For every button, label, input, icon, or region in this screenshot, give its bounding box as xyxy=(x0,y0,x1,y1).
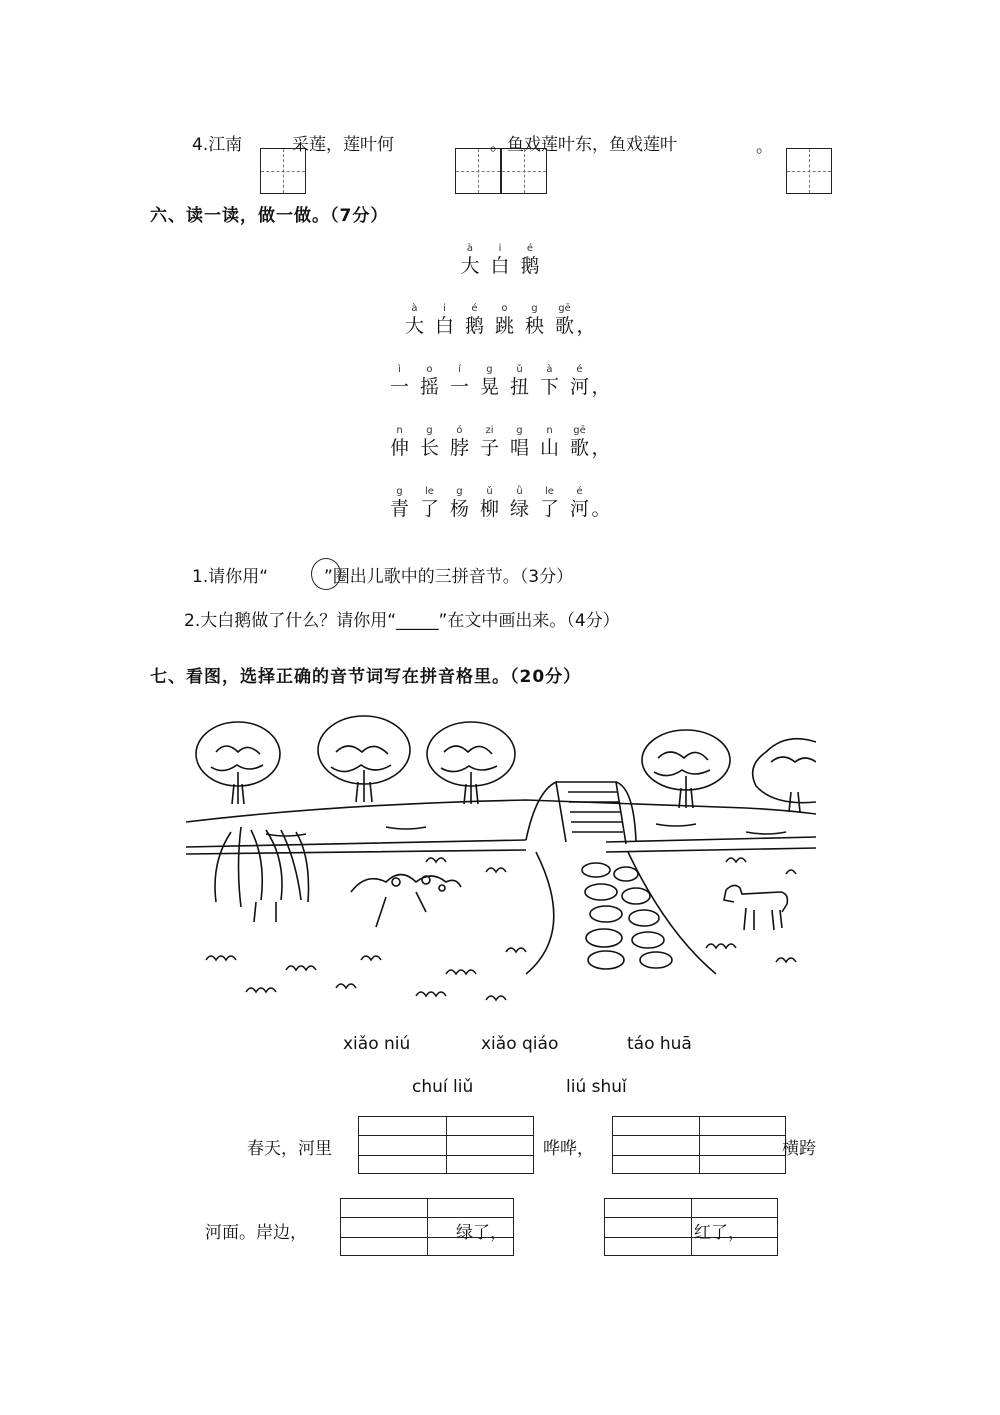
pinyin-mark: à xyxy=(546,364,553,375)
poem-line xyxy=(0,302,1000,337)
hanzi: 晃 xyxy=(479,376,499,398)
pinyin-mark: ǔ xyxy=(486,486,493,497)
poem-char xyxy=(389,424,409,459)
word-tao-hua: táo huā xyxy=(627,1034,692,1054)
pinyin-grid[interactable] xyxy=(612,1116,786,1174)
peach-tree-icon xyxy=(351,875,461,928)
poem-char xyxy=(419,363,439,398)
sentence-hemian: 河面。岸边， xyxy=(205,1223,307,1243)
pinyin-mark: à xyxy=(411,303,418,314)
poem-char xyxy=(479,485,499,520)
poem-char xyxy=(404,302,424,337)
tianzi-box[interactable] xyxy=(786,148,832,194)
poem-char xyxy=(569,424,589,459)
hanzi: 一 xyxy=(389,376,409,398)
poem-char xyxy=(554,302,574,337)
q4-part3: 。鱼戏莲叶东，鱼戏莲叶 xyxy=(490,135,677,155)
pinyin-mark: ǔ xyxy=(516,364,523,375)
pinyin-mark: le xyxy=(425,486,434,497)
poem-char xyxy=(460,242,480,277)
poem-char xyxy=(490,242,510,277)
poem-char xyxy=(520,242,540,277)
pinyin-mark: é xyxy=(576,364,583,375)
word-liu-shui: liú shuǐ xyxy=(566,1077,627,1097)
poem-char xyxy=(389,485,409,520)
punctuation: ， xyxy=(591,437,611,459)
pinyin-mark: ǜ xyxy=(516,486,523,497)
poem-char xyxy=(494,302,514,337)
poem-char xyxy=(479,363,499,398)
tree-icon xyxy=(196,722,280,804)
poem-line xyxy=(0,424,1000,459)
poem-char xyxy=(509,363,529,398)
hanzi: 河 xyxy=(569,376,589,398)
punctuation: ， xyxy=(591,376,611,398)
hanzi: 柳 xyxy=(479,498,499,520)
hanzi: 秧 xyxy=(524,315,544,337)
hanzi: 鹅 xyxy=(520,255,540,277)
poem-char xyxy=(449,485,469,520)
pinyin-mark: g xyxy=(396,486,403,497)
poem-line xyxy=(0,363,1000,398)
section7-title: 七、看图，选择正确的音节词写在拼音格里。（20分） xyxy=(150,667,582,687)
pinyin-mark: g xyxy=(426,425,433,436)
pinyin-mark: n xyxy=(396,425,403,436)
poem-char xyxy=(509,424,529,459)
hanzi: 脖 xyxy=(449,437,469,459)
hanzi: 杨 xyxy=(449,498,469,520)
pinyin-mark: é xyxy=(576,486,583,497)
hanzi: 绿 xyxy=(509,498,529,520)
pinyin-mark: í xyxy=(458,364,461,375)
poem-line xyxy=(0,485,1000,520)
word-xiao-niu: xiǎo niú xyxy=(343,1034,411,1054)
hanzi: 跳 xyxy=(494,315,514,337)
poem-char xyxy=(524,302,544,337)
poem-char xyxy=(449,424,469,459)
pinyin-mark: i xyxy=(443,303,446,314)
tree-icon xyxy=(642,730,730,808)
word-xiao-qiao: xiǎo qiáo xyxy=(481,1034,559,1054)
pinyin-mark: i xyxy=(498,243,502,254)
calf-icon xyxy=(724,885,787,930)
q1-text-right: ”圈出儿歌中的三拼音节。（3分） xyxy=(324,567,574,587)
hanzi: 鹅 xyxy=(464,315,484,337)
q4-part4: 。 xyxy=(756,137,773,157)
q4-part1: 4.江南 xyxy=(192,135,243,155)
q1-text-left: 1.请你用“ xyxy=(192,567,269,587)
hanzi: 大 xyxy=(404,315,424,337)
pinyin-mark: é xyxy=(471,303,478,314)
q4-part2: 采莲，莲叶何 xyxy=(292,135,394,155)
poem-char xyxy=(419,485,439,520)
punctuation: 。 xyxy=(591,498,611,520)
pinyin-mark: zi xyxy=(485,425,494,436)
pinyin-mark: ó xyxy=(456,425,463,436)
hanzi: 白 xyxy=(434,315,454,337)
hanzi: 扭 xyxy=(509,376,529,398)
tree-icon xyxy=(318,716,410,802)
tree-icon xyxy=(427,722,515,804)
hanzi: 一 xyxy=(449,376,469,398)
park-scene-illustration xyxy=(186,712,816,1007)
hanzi: 青 xyxy=(389,498,409,520)
hanzi: 下 xyxy=(539,376,559,398)
pinyin-mark: le xyxy=(545,486,554,497)
poem-char xyxy=(539,424,559,459)
pinyin-mark: g xyxy=(486,364,493,375)
section6-title: 六、读一读，做一做。（7分） xyxy=(150,206,389,226)
pinyin-mark: o xyxy=(426,364,433,375)
pinyin-mark: g xyxy=(456,486,463,497)
poem-char xyxy=(389,363,409,398)
poem-char xyxy=(569,485,589,520)
poem-char xyxy=(419,424,439,459)
hanzi: 白 xyxy=(490,255,510,277)
pinyin-mark: o xyxy=(501,303,508,314)
poem-title xyxy=(0,242,1000,277)
hanzi: 河 xyxy=(569,498,589,520)
poem-char xyxy=(479,424,499,459)
sentence-hongle: 红了， xyxy=(694,1223,745,1243)
hanzi: 大 xyxy=(460,255,480,277)
hanzi: 子 xyxy=(479,437,499,459)
word-chui-liu: chuí liǔ xyxy=(412,1077,474,1097)
pinyin-grid[interactable] xyxy=(604,1198,778,1256)
poem-char xyxy=(449,363,469,398)
pinyin-mark: n xyxy=(546,425,553,436)
willow-tree-icon xyxy=(215,827,309,922)
sentence-chuntian: 春天，河里 xyxy=(247,1139,332,1159)
hanzi: 伸 xyxy=(389,437,409,459)
pinyin-mark: à xyxy=(466,243,474,254)
sentence-hengkua: 横跨 xyxy=(782,1139,816,1159)
hanzi: 了 xyxy=(539,498,559,520)
sentence-lvle: 绿了， xyxy=(456,1223,507,1243)
hanzi: 长 xyxy=(419,437,439,459)
pinyin-mark: gē xyxy=(558,303,571,314)
punctuation: ， xyxy=(576,315,596,337)
pinyin-grid[interactable] xyxy=(358,1116,534,1174)
hanzi: 歌 xyxy=(554,315,574,337)
hanzi: 摇 xyxy=(419,376,439,398)
hanzi: 山 xyxy=(539,437,559,459)
pinyin-mark: gē xyxy=(573,425,586,436)
poem-char xyxy=(569,363,589,398)
hanzi: 唱 xyxy=(509,437,529,459)
poem-char xyxy=(539,363,559,398)
poem-char xyxy=(464,302,484,337)
pinyin-mark: g xyxy=(531,303,538,314)
poem-char xyxy=(434,302,454,337)
q2-text: 2.大白鹅做了什么？请你用“_____”在文中画出来。（4分） xyxy=(184,611,620,631)
pinyin-mark: ì xyxy=(398,364,401,375)
pinyin-mark: g xyxy=(516,425,523,436)
poem-char xyxy=(509,485,529,520)
hanzi: 了 xyxy=(419,498,439,520)
hanzi: 歌 xyxy=(569,437,589,459)
poem-char xyxy=(539,485,559,520)
tree-icon xyxy=(753,739,816,812)
pinyin-mark: é xyxy=(526,243,534,254)
sentence-huahua: 哗哗， xyxy=(543,1139,594,1159)
